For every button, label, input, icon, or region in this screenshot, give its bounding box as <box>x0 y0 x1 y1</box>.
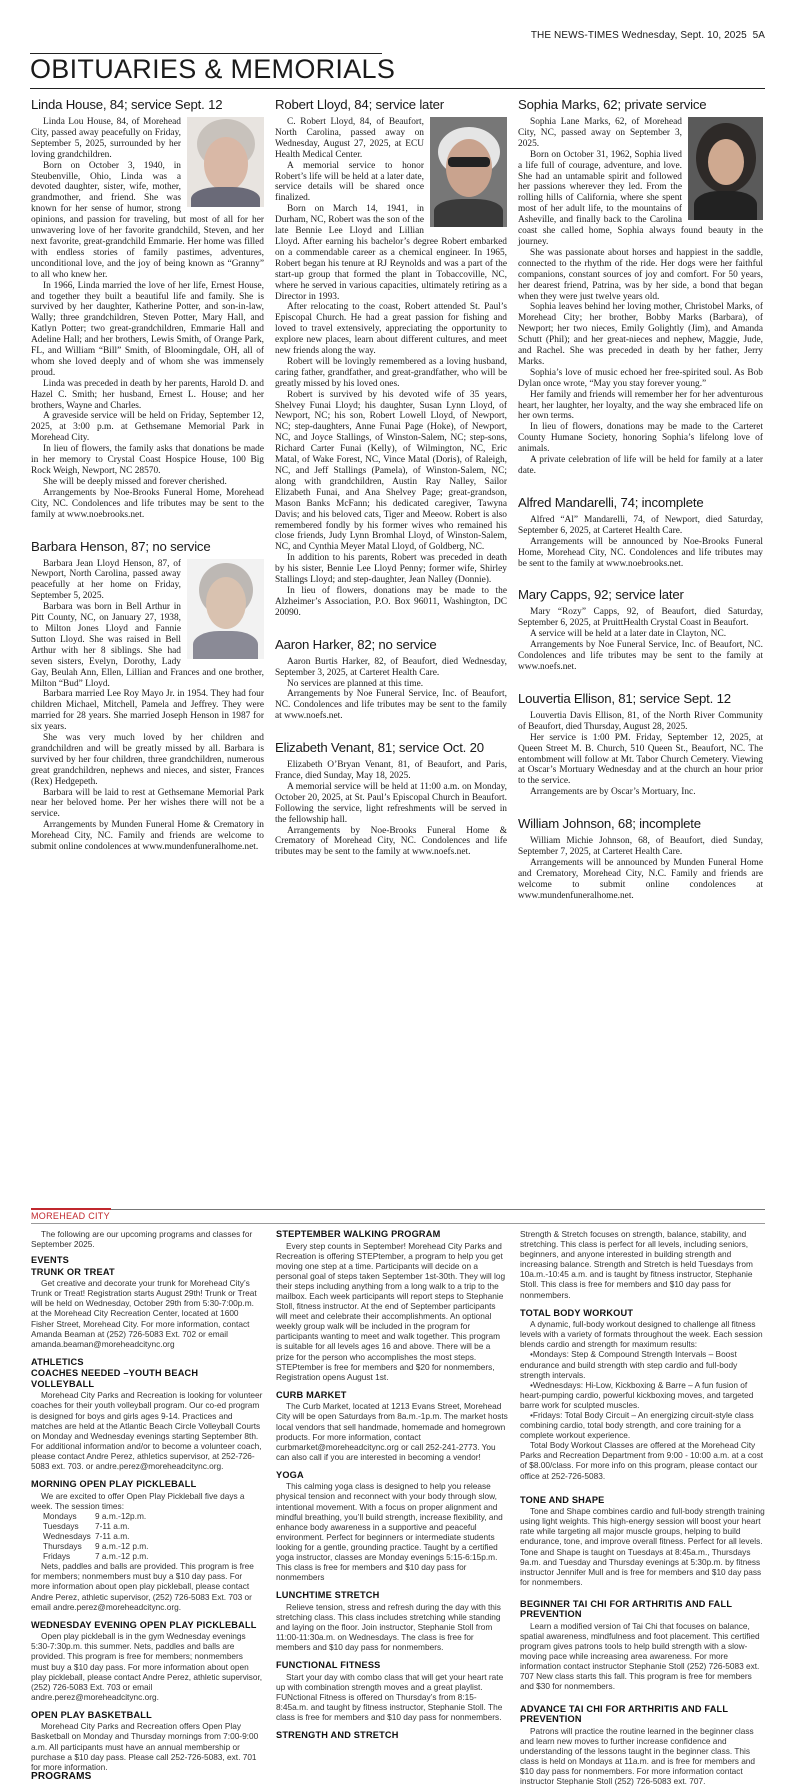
obituary-paragraph: A service will be held at a later date in Clayton, NC. <box>530 629 727 640</box>
obituary-heading: Barbara Henson, 87; no service <box>31 538 211 554</box>
event-title: TRUNK OR TREAT <box>31 1266 115 1277</box>
obituary-paragraph: Aaron Burtis Harker, 82, of Beaufort, died Wednesday, September 3, 2025, at Carteret Health Care. <box>275 656 507 678</box>
obituary-louvertia-ellison <box>518 691 763 798</box>
event-body: Morehead City Parks and Recreation is looking for volunteer coaches for their youth volleyball program. Our co-ed program is designed for boys and girls ages 9-14. Practices and matches are held at the Atlantic Beach Circle Volleyball Courts on Monday and Wednesday evenings starting September 8th. For additional information and/or to become a volunteer coach, please contact Andre Perez, athletics supervisor, at 252-726-5083 ext. 703. or andre.perez@moreheadcitync.org. <box>31 1390 263 1471</box>
event-body: Every step counts in September! Morehead City Parks and Recreation is offering STEPtember, a program to help you get moving one step at a time. Participants will decide on a personal goal of steps taken September 1st-30th. They will log their steps including anything from a long walk to a trip to the mailbox. Each week participants will report steps to Stephanie Stoll, fitness instructor. At the end of September participants will meet and celebrate their accomplishments. An optional weekly group walk will be included in the program for participants wanting to meet and walk together. This program is suitable for all levels ages 16 and above. There will be a prize for the person who accomplishes the most steps. STEPtember is free for members and $20 for nonmembers, Registration opens August 1st. <box>276 1240 506 1382</box>
obituary-paragraph: In lieu of flowers, the family asks that donations be made in her memory to Crystal Coast Hospice House, 100 Big Rock Weigh, Newport, NC 28570. <box>31 444 264 476</box>
obituary-paragraph: Linda Lou House, 84, of Morehead City, passed away peacefully on Friday, September 5, 2025, surrounded by her loving grandchildren. <box>31 117 181 160</box>
event-title: WEDNESDAY EVENING OPEN PLAY PICKLEBALL <box>31 1619 257 1630</box>
obituary-paragraph: Arrangements by Munden Funeral Home & Crematory in Morehead City, NC. Family and friends are welcome to submit online condolences at www.mundenfuneralhome.net. <box>31 820 264 853</box>
section-label: MOREHEAD CITY <box>31 1211 110 1221</box>
portrait-photo-linda <box>187 117 264 207</box>
portrait-photo-robert <box>430 117 507 227</box>
obituary-paragraph: Sophia Lane Marks, 62, of Morehead City, NC, passed away on September 3, 2025. <box>518 117 682 149</box>
schedule-day: Wednesdays <box>43 1530 91 1541</box>
event-title: FUNCTIONAL FITNESS <box>276 1660 381 1671</box>
obituary-sophia-marks <box>518 97 763 477</box>
schedule-day: Tuesdays <box>43 1520 79 1531</box>
section-rule-lower <box>31 1223 765 1224</box>
obituary-paragraph: She was passionate about horses and happiest in the saddle, connected to the rhythm of the ride. Her dogs were her faithful companions, constant sources of joy and comfort. For 50 years, her dearest friend, Patrina, was by her side, a bond that began when they were just twelve years old. <box>518 247 763 302</box>
obituary-column-1 <box>31 97 264 871</box>
obituary-paragraph: After relocating to the coast, Robert attended St. Paul’s Episcopal Church. He had a great passion for fishing and loved to travel extensively, appreciating the opportunity to explore new places, learn about different cultures, and meet new friends along the way. <box>275 302 507 357</box>
obituary-column-2 <box>275 97 507 876</box>
obituary-paragraph: Born on March 14, 1941, in Durham, NC, Robert was the son of the late Bennie Lee Lloyd and Lillian Lloyd. After earning his bachelor’s degree Robert embarked on a commendable career as a chemical engineer. In 1965, Robert began his tenure at RJ Reynolds and was a part of the start-up group that formed the plant in Tobaccoville, NC, where he served in various capacities, ultimately retiring as a Director in 1993. <box>275 204 507 302</box>
event-title: STRENGTH AND STRETCH <box>276 1730 399 1741</box>
portrait-photo-barbara <box>187 559 264 659</box>
obituary-paragraph: In 1966, Linda married the love of her life, Ernest House, and together they built a beautiful life and family. She is survived by her daughter, Katherine Potter, and son-in-law, Wally; three grandchildren, Steven Potter, Mary Hall, and Katlyn Potter; two great-grandchildren, Emmarie Hall and Adeline Hall; and her brothers, Lewis Smith, of Orange Park, FL, and William “Bill” Smith, of Bloomingdale, OH, all of whom she loved deeply and of whom she was immensely proud. <box>31 280 264 378</box>
obituary-heading: Linda House, 84; service Sept. 12 <box>31 97 223 112</box>
event-title: CURB MARKET <box>276 1389 347 1400</box>
obituary-paragraph: Linda was preceded in death by her parents, Harold D. and Hazel C. Smith; her husband, Ernest L. House; and her brothers, Wayne and Charles. <box>31 378 264 411</box>
programs-heading: PROGRAMS <box>31 1770 92 1782</box>
obituary-robert-lloyd <box>275 97 507 619</box>
event-body: Tone and Shape combines cardio and full-body strength training using light weights. This high-energy session will boost your heart rate while targeting all major muscle groups, helping to build endurance, tone, and improve overall fitness. Perfect for all levels. Tone and Shape is taught on Tuesdays at 8:45a.m., Thursdays 9a.m. and Tuesday and Thursday evenings at 5:30p.m. by fitness instructor Jennifer Mull and is free for members and $10 day pass for nonmembers. <box>520 1506 765 1587</box>
event-body: Learn a modified version of Tai Chi that focuses on balance, spatial awareness, mindfulness and foot placement. This certified program gives patrons tools to help build strength with a slow-moving pace while increasing area awareness. For more information contact instructor Stephanie Stoll (252) 726-5083 ext. 707 New class starts this fall. This program is free for members and $30 for nonmembers. <box>520 1620 760 1692</box>
portrait-photo-sophia <box>688 117 763 220</box>
obituary-paragraph: Barbara married Lee Roy Mayo Jr. in 1954. They had four children Michael, Mitchell, Pamela and Jeffrey. They were married for 28 years. She married Joseph Henson in 1987 for six years. <box>31 689 264 733</box>
obituary-paragraph: Elizabeth O’Bryan Venant, 81, of Beaufort, and Paris, France, died Sunday, May 18, 2025. <box>275 760 507 782</box>
obituary-alfred-mandarelli <box>518 495 763 570</box>
event-title: COACHES NEEDED –YOUTH BEACH VOLLEYBALL <box>31 1368 199 1389</box>
events-column-2 <box>276 1229 508 1742</box>
obituary-paragraph: Born on October 31, 1962, Sophia lived a life full of courage, adventure, and love. She had an untamable spirit and followed her passions wherever they led. From the rolling hills of California, where she spent most of her adult life, to the mountains of Asheville, and finally back to the Carolina coast she called home, Sophia always found beauty in the journey. <box>518 149 763 247</box>
obituary-paragraph: Born on October 3, 1940, in Steubenville, Ohio, Linda was a devoted daughter, sister, wife, mother, grandmother, and friend. She was known for her sense of humor, strong opinions, and passion for traveling, but most of all for her unwavering love of her favorite grandchild, Steven, and her next favorite, great-grandchild Emmarie. Her home was filled with endless stories of family pastimes, adventures, unconditional love, and the joy of being known as “Granny” to all who knew her. <box>31 160 264 280</box>
obituary-heading: Robert Lloyd, 84; service later <box>275 97 444 112</box>
obituary-paragraph: C. Robert Lloyd, 84, of Beaufort, North Carolina, passed away on Wednesday, August 27, 2025, at ECU Health Medical Center. <box>275 117 424 160</box>
obituary-paragraph: She will be deeply missed and forever cherished. <box>43 476 227 487</box>
event-title: STEPTEMBER WALKING PROGRAM <box>276 1229 441 1239</box>
obituary-mary-capps <box>518 587 763 672</box>
event-body: Start your day with combo class that will get your heart rate up with combination strength moves and a great playlist. FUNctional Fitness is offered on Thursday’s from 8:15-8:45a.m. and taught by fitness instructor, Stephanie Stoll. The class is free for members and $10 day pass for nonmembers. <box>276 1671 504 1723</box>
event-body: Patrons will practice the routine learned in the beginner class and learn new moves to further increase confidence and understanding of the lessons taught in the beginner class. This class is held on Mondays at 11a.m. and is free for members and $10 day pass for nonmembers. For more information contact instructor Stephanie Stoll (252) 726-5083 ext. 707. <box>520 1725 756 1786</box>
obituary-paragraph: Arrangements by Noe-Brooks Funeral Home, Morehead City, NC. Condolences and life tributes may be sent to the family at www.noebrooks.net. <box>31 487 264 520</box>
schedule-day: Thursdays <box>43 1541 82 1552</box>
obituary-paragraph: Arrangements by Noe Funeral Service, Inc. of Beaufort, NC. Condolences and life tributes may be sent to the family at www.noefs.net. <box>518 640 763 672</box>
obituary-paragraph: Her family and friends will remember her for her adventurous heart, her laughter, her loyalty, and the way she embraced life on her own terms. <box>518 389 763 422</box>
column-continuation-space: Strength & Stretch focuses on strength, balance, stability, and stretching. This class is perfect for all levels, including seniors, beginners, and anyone interested in building strength and increasing balance. Strength and Stretch is held Tuesdays from 10a.m.-10:45 a.m. and is taught by fitness instructor, Stephanie Stoll. This class is free for members and $10 day pass for nonmembers. <box>520 1229 753 1300</box>
paper-name: THE NEWS-TIMES <box>530 30 619 41</box>
obituary-paragraph: Louvertia Davis Ellison, 81, of the North River Community of Beaufort, died Thursday, August 28, 2025. <box>518 710 763 732</box>
obituary-heading: Elizabeth Venant, 81; service Oct. 20 <box>275 740 484 756</box>
obituary-paragraph: In addition to his parents, Robert was preceded in death by his sister, Bennie Lee Lloyd Penny; former wife, Shirley Stallings Lloyd; and step-daughter, Jean Nalley (Donnie). <box>275 553 507 586</box>
event-title: MORNING OPEN PLAY PICKLEBALL <box>31 1479 197 1490</box>
event-title: TONE AND SHAPE <box>520 1494 605 1505</box>
event-list-item: •Fridays: Total Body Circuit – An energizing circuit-style class combining cardio, total body strength, and core training for a complete workout experience. <box>520 1410 754 1441</box>
athletics-heading: ATHLETICS <box>31 1356 84 1367</box>
event-title: OPEN PLAY BASKETBALL <box>31 1709 152 1720</box>
obituary-paragraph: Arrangements will be announced by Munden Funeral Home and Crematory, Morehead City, N.C. Family and friends are welcome to submit online condolences at www.mundenfuneralhome.net. <box>518 857 763 901</box>
obituary-paragraph: A memorial service will be held at 11:00 a.m. on Monday, October 20, 2025, at St. Paul’s Episcopal Church in Beaufort. Following the service, light refreshments will be served in the fellowship hall. <box>275 781 507 825</box>
events-column-3 <box>520 1229 765 1786</box>
obituary-aaron-harker <box>275 637 507 722</box>
obituary-paragraph: Sophia’s love of music echoed her free-spirited soul. As Bob Dylan once wrote, “May you stay forever young.” <box>518 367 763 389</box>
obituary-paragraph: In lieu of flowers, donations may be made to the Carteret County Humane Society, honoring Sophia’s lifelong love of animals. <box>518 422 763 455</box>
obituary-paragraph: William Michie Johnson, 68, of Beaufort, died Sunday, September 7, 2025, at Carteret Health Care. <box>518 836 763 858</box>
obituary-paragraph: Arrangements will be announced by Noe-Brooks Funeral Home, Morehead City, NC. Condolences and life tributes may be sent to the family at www.noebrooks.net. <box>518 536 763 569</box>
obituary-heading: Louvertia Ellison, 81; service Sept. 12 <box>518 690 731 706</box>
obituary-paragraph: Arrangements by Noe Funeral Service, Inc. of Beaufort, NC. Condolences and life tributes may be sent to the family at www.noefs.net. <box>275 689 507 722</box>
schedule-row <box>43 1521 263 1531</box>
page-number: 5A <box>752 30 765 41</box>
obituary-paragraph: Arrangements by Noe-Brooks Funeral Home & Crematory of Morehead City, NC. Condolences and life tributes may be sent to the family at www.noefs.net. <box>275 825 507 858</box>
pickleball-schedule <box>43 1511 263 1561</box>
obituary-heading: Mary Capps, 92; service later <box>518 587 684 603</box>
event-body: Open play pickleball is in the gym Wednesday evenings 5:30-7:30p.m. this summer. Nets, paddles and balls are provided. This program is free for members; nonmembers must buy a $10 day pass. For more information about open play pickleball, please contact Andre Perez, athletic supervisor, (252) 726-5083 Ext. 703 or email andre.perez@moreheadcitync.org. <box>31 1631 263 1702</box>
section-rule-accent <box>31 1208 111 1210</box>
obituary-paragraph: Sophia leaves behind her loving mother, Christobel Marks, of Morehead City; her brother, Bobby Marks (Barbara), of Newport; her two nieces, Emily Golightly (Jim), and Amanda Schutt (Phil); and her great-nieces and nephew, Maggie, Jude, and Rachel. She was preceded in death by her father, Jerry Marks. <box>518 302 763 367</box>
event-body: Total Body Workout Classes are offered at the Morehead City Parks and Recreation Department from 9:00 - 10:00 a.m. at a cost of $8.00/class. For more info on this program, please contact our office at 252-726-5083. <box>520 1440 764 1481</box>
event-title: BEGINNER TAI CHI FOR ARTHRITIS AND FALL PREVENTION <box>520 1598 732 1620</box>
schedule-day: Fridays <box>43 1551 71 1562</box>
event-body: Nets, paddles and balls are provided. This program is free for members; nonmembers must buy a $10 day pass. For more information about open play pickleball, please contact Andre Perez, athletic supervisor, (252) 726-5083 Ext. 703 or email andre.perez@moreheadcitync.org. <box>31 1561 254 1612</box>
schedule-time: 7-11 a.m. <box>95 1530 130 1541</box>
obituary-paragraph: She was very much loved by her children and grandchildren and will be greatly missed by all. Barbara is survived by her four children, three grandchildren, numerous great grandchildren, nephews and nieces, and sister, Frances (Rex) Hedgepeth. <box>31 733 264 787</box>
obituary-heading: Aaron Harker, 82; no service <box>275 636 437 652</box>
obituary-heading: William Johnson, 68; incomplete <box>518 816 701 832</box>
event-body: We are excited to offer Open Play Pickleball five days a week. The session times: <box>31 1490 245 1511</box>
issue-date: Wednesday, Sept. 10, 2025 <box>621 30 747 41</box>
event-body: A dynamic, full-body workout designed to challenge all fitness levels with a variety of formats throughout the week. Each session blends cardio and strength for maximum results: <box>520 1319 763 1350</box>
obituary-column-3 <box>518 97 763 920</box>
obituary-paragraph: A private celebration of life will be held for family at a later date. <box>518 455 763 476</box>
schedule-row <box>43 1541 263 1551</box>
schedule-row <box>43 1551 263 1561</box>
event-body: This calming yoga class is designed to help you release physical tension and reconnect with your body through slow, intentional movement. With a focus on proper alignment and mindful breathing, you’ll build strength, increase flexibility, and enhance body awareness in a supportive and peaceful environment. Perfect for beginners or intermediate students looking for a gentle, grounding practice. Taught by a certified yoga instructor, classes are Monday evenings 5:15-6:15p.m. This class is free for members and $10 day pass for nonmembers <box>276 1481 503 1583</box>
schedule-time: 7-11 a.m. <box>95 1520 130 1531</box>
events-intro: The following are our upcoming programs and classes for September 2025. <box>31 1229 253 1250</box>
obituary-heading: Alfred Mandarelli, 74; incomplete <box>518 494 704 510</box>
schedule-time: 9 a.m.-12 p.m. <box>95 1541 149 1552</box>
event-body: The Curb Market, located at 1213 Evans Street, Morehead City will be open Saturdays from 8a.m.-1p.m. The market hosts local vendors that sell handmade, homemade and homegrown products. For more information, contact curbmarket@moreheadcitync.org or call 252-241-2773. You can also call if you are interested in becoming a vendor! <box>276 1401 508 1462</box>
schedule-time: 7 a.m.-12 p.m. <box>95 1551 149 1562</box>
obituary-paragraph: No services are planned at this time. <box>287 678 424 689</box>
obituary-elizabeth-venant <box>275 740 507 858</box>
schedule-row <box>43 1531 263 1541</box>
events-column-1 <box>31 1229 263 1783</box>
title-rule <box>30 88 765 89</box>
schedule-time: 9 a.m.-12p.m. <box>95 1510 147 1521</box>
obituary-paragraph: Robert is survived by his devoted wife of 35 years, Shelvey Funai Lloyd; his daughter, Susan Lynn Lloyd, of Newport, NC; his son, Robert Lowell Lloyd, of Newport, NC; step-daughters, Anne Funai Page (Hoke), of Newport, NC, and Joyce Stallings, of Winston-Salem, NC; step-sons, Richard Carter Funai (Kelly), of Wilmington, NC, Eric Matal, of Wake Forest, NC, Vince Matal (Doris), of Raleigh, NC, and Jeff Stallings (Pamela), of Winston-Salem, NC; along with grandchildren, Austin Ray Nalley, Sailor Elizabeth Funai, and Ana Shelvey Page; great-grandson, Mason Banks McFann; his dedicated caregiver, Tawyna Davis; and his beloved cats, Tiger and Meeow. Robert is also remembered fondly by his former wives who remained his close friends, Judy Lynn Bromhal Lloyd, of Winston-Salem, NC, and Cynthia Meyer Matal Lloyd, of Goldberg, NC. <box>275 389 507 553</box>
obituary-paragraph: Her service is 1:00 PM. Friday, September 12, 2025, at Queen Street M. B. Church, 510 Queen St., Beaufort, NC. The entombment will follow at Mt. Tabor Church Cemetery. Viewing at Oscar’s Mortuary Wednesday and at the church an hour prior to the service. <box>518 732 763 787</box>
obituary-paragraph: Alfred “Al” Mandarelli, 74, of Newport, died Saturday, September 6, 2025, at Carteret Health Care. <box>518 514 763 536</box>
event-title: LUNCHTIME STRETCH <box>276 1590 380 1601</box>
schedule-row <box>43 1511 263 1521</box>
events-heading: EVENTS <box>31 1255 69 1266</box>
obituary-linda-house <box>31 97 264 521</box>
obituary-paragraph: Mary “Rozy” Capps, 92, of Beaufort, died Saturday, September 6, 2025, at PruittHealth Crystal Coast in Beaufort. <box>518 607 763 629</box>
event-body: Relieve tension, stress and refresh during the day with this stretching class. This class includes stretching while standing and laying on the floor. Join instructor, Stephanie Stoll from 11:00-11:30a.m. on Wednesdays. The class is free for members and $10 day pass for nonmembers. <box>276 1601 501 1653</box>
section-rule <box>31 1209 765 1210</box>
event-body: Morehead City Parks and Recreation offers Open Play Basketball on Monday and Thursday mornings from 7:00-9:00 a.m. All participants must have an annual membership or purchase a $10 day pass. Please call 252-726-5083, ext. 701 for more information. <box>31 1721 259 1772</box>
obituary-paragraph: Arrangements are by Oscar’s Mortuary, Inc. <box>530 787 696 798</box>
event-title: ADVANCE TAI CHI FOR ARTHRITIS AND FALL PREVENTION <box>520 1703 729 1725</box>
obituary-heading: Sophia Marks, 62; private service <box>518 97 707 112</box>
event-body: Get creative and decorate your trunk for Morehead City’s Trunk or Treat! Registration starts August 29th! Trunk or Treat will be held on Wednesday, October 29th from 5:30-7:00p.m. at the Morehead City Recreation Center, located at 1600 Fisher Street, Morehead City. For more information, contact Amanda Beaman at (252) 726-5083 Ext. 702 or email amanda.beaman@moreheadcitync.org <box>31 1278 257 1349</box>
obituary-paragraph: Barbara was born in Bell Arthur in Pitt County, NC, on January 27, 1938, to Milton Jones Lloyd and Fannie Sutton Lloyd. She was raised in Bell Arthur with her 8 siblings. She had seven sisters, Evelyn, Dorothy, Lady Gay, Beulah Ann, Ellen, Lillian and Frances and one brother, Milton “Bud” Lloyd. <box>31 602 264 689</box>
event-title: YOGA <box>276 1469 304 1480</box>
masthead <box>531 30 765 41</box>
obituary-paragraph: A memorial service to honor Robert’s life will be held at a later date, service details will be shared once finalized. <box>275 160 424 204</box>
event-list-item: •Mondays: Step & Compound Strength Intervals – Boost endurance and build strength with step cardio and full-body strength intervals. <box>520 1349 738 1380</box>
obituary-barbara-henson <box>31 539 264 853</box>
obituary-paragraph: Barbara Jean Lloyd Henson, 87, of Newport, North Carolina, passed away peacefully at her home on Friday, September 5, 2025. <box>31 558 181 602</box>
obituary-william-johnson <box>518 816 763 901</box>
obituary-paragraph: Robert will be lovingly remembered as a loving husband, caring father, grandfather, and great-grandfather, who will be greatly missed by his loved ones. <box>275 356 507 389</box>
page-title: OBITUARIES & MEMORIALS <box>30 54 396 84</box>
obituary-paragraph: Barbara will be laid to rest at Gethsemane Memorial Park near her beloved home. Per her wishes there will not be a service. <box>31 787 264 820</box>
obituary-paragraph: A graveside service will be held on Friday, September 12, 2025, at 3:00 p.m. at Gethsemane Memorial Park in Morehead City. <box>31 411 264 444</box>
event-list-item: •Wednesdays: Hi-Low, Kickboxing & Barre – A fun fusion of heart-pumping cardio, powerful kickboxing moves, and targeted barre work for sculpted muscles. <box>520 1379 754 1410</box>
event-title: TOTAL BODY WORKOUT <box>520 1307 634 1318</box>
schedule-day: Mondays <box>43 1510 77 1521</box>
obituary-paragraph: In lieu of flowers, donations may be made to the Alzheimer’s Association, P.O. Box 96011, Washington, DC 20090. <box>275 585 507 618</box>
